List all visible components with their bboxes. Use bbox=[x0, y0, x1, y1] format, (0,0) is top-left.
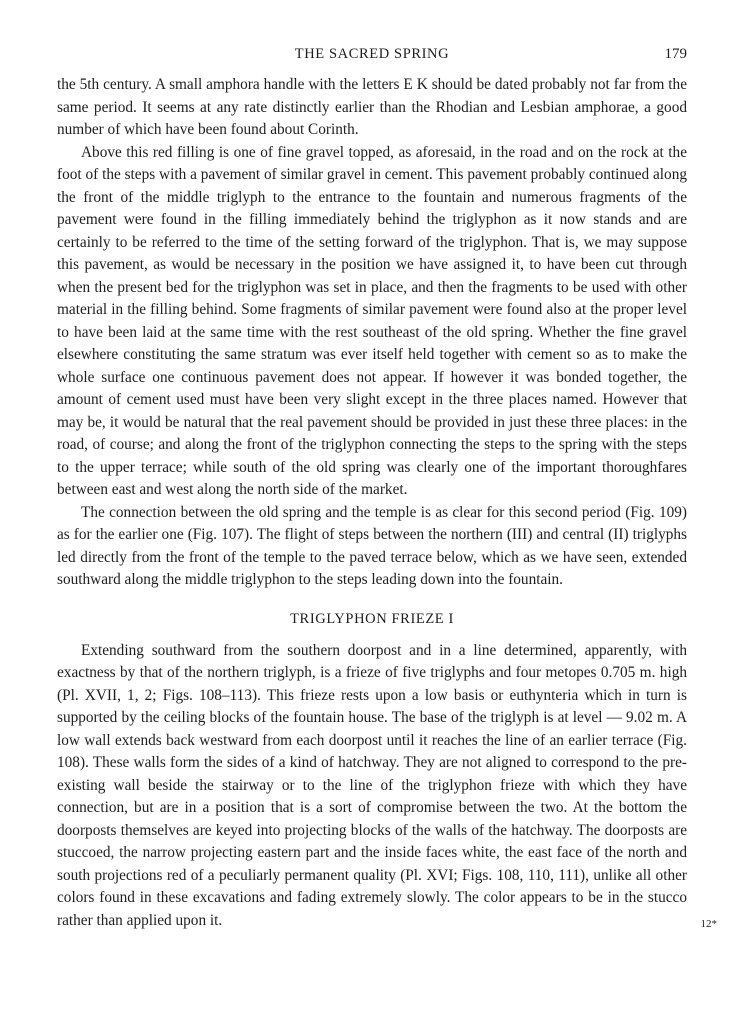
body-text bbox=[57, 74, 687, 932]
running-title: THE SACRED SPRING bbox=[294, 46, 450, 62]
page-header bbox=[57, 46, 687, 74]
section-heading: TRIGLYPHON FRIEZE I bbox=[290, 610, 454, 627]
signature-mark: 12* bbox=[700, 918, 717, 930]
paragraph: the 5th century. A small amphora handle with the letters E K should be dated probably not far from the same period. It seems at any rate distinctly earlier than the Rhodian and Lesbian amphorae, a good number of which have been found about Corinth. bbox=[57, 76, 687, 138]
paragraph: Above this red filling is one of fine gravel topped, as aforesaid, in the road and on the rock at the foot of the steps with a pavement of similar gravel in cement. This pavement probably continued along the front of the middle triglyph to the entrance to the fountain and numerous fragments of the pavement were found in the filling immediately behind the triglyphon as it now stands and are certainly to be referred to the time of the setting forward of the triglyphon. That is, we may suppose this pavement, as would be necessary in the position we have assigned it, to have been cut through when the present bed for the triglyphon was set in place, and then the fragments to be used with other material in the filling behind. Some fragments of similar pavement were found also at the proper level to have been laid at the same time with the rest southeast of the old spring. Whether the fine gravel elsewhere constituting the same stratum was ever itself held together with cement so as to make the whole surface one continuous pavement does not appear. If however it was bonded together, the amount of cement used must have been very slight except in the three places named. However that may be, it would be natural that the real pavement should be provided in just these three places: in the road, of course; and along the front of the triglyphon connecting the steps to the spring with the steps to the upper terrace; while south of the old spring was clearly one of the important thoroughfares between east and west along the north side of the market. bbox=[57, 143, 687, 498]
paragraph: Extending southward from the southern doorpost and in a line determined, apparently, with exactness by that of the northern triglyph, is a frieze of five triglyphs and four metopes 0.705 m. high (Pl. XVII, 1, 2; Figs. 108–113). This frieze rests upon a low basis or euthynteria which in turn is supported by the ceiling blocks of the fountain house. The base of the triglyph is at level — 9.02 m. A low wall extends back westward from each doorpost until it reaches the line of an earlier terrace (Fig. 108). These walls form the sides of a kind of hatchway. They are not aligned to correspond to the pre-existing wall beside the stairway or to the line of the triglyphon frieze with which they have connection, but are in a position that is a sort of compromise between the two. At the bottom the doorposts themselves are keyed into projecting blocks of the walls of the hatchway. The doorposts are stuccoed, the narrow projecting eastern part and the inside faces white, the east face of the north and south projections red of a peculiarly permanent quality (Pl. XVI; Figs. 108, 110, 111), unlike all other colors found in these excavations and fading extremely slowly. The color appears to be in the stucco rather than applied upon it. bbox=[57, 641, 687, 929]
book-page bbox=[57, 46, 687, 932]
page-number: 179 bbox=[664, 46, 687, 62]
paragraph: The connection between the old spring and the temple is as clear for this second period (Fig. 109) as for the earlier one (Fig. 107). The flight of steps between the northern (III) and central (II) triglyphs led directly from the front of the temple to the paved terrace below, which as we have seen, extended southward along the middle triglyphon to the steps leading down into the fountain. bbox=[57, 503, 687, 588]
